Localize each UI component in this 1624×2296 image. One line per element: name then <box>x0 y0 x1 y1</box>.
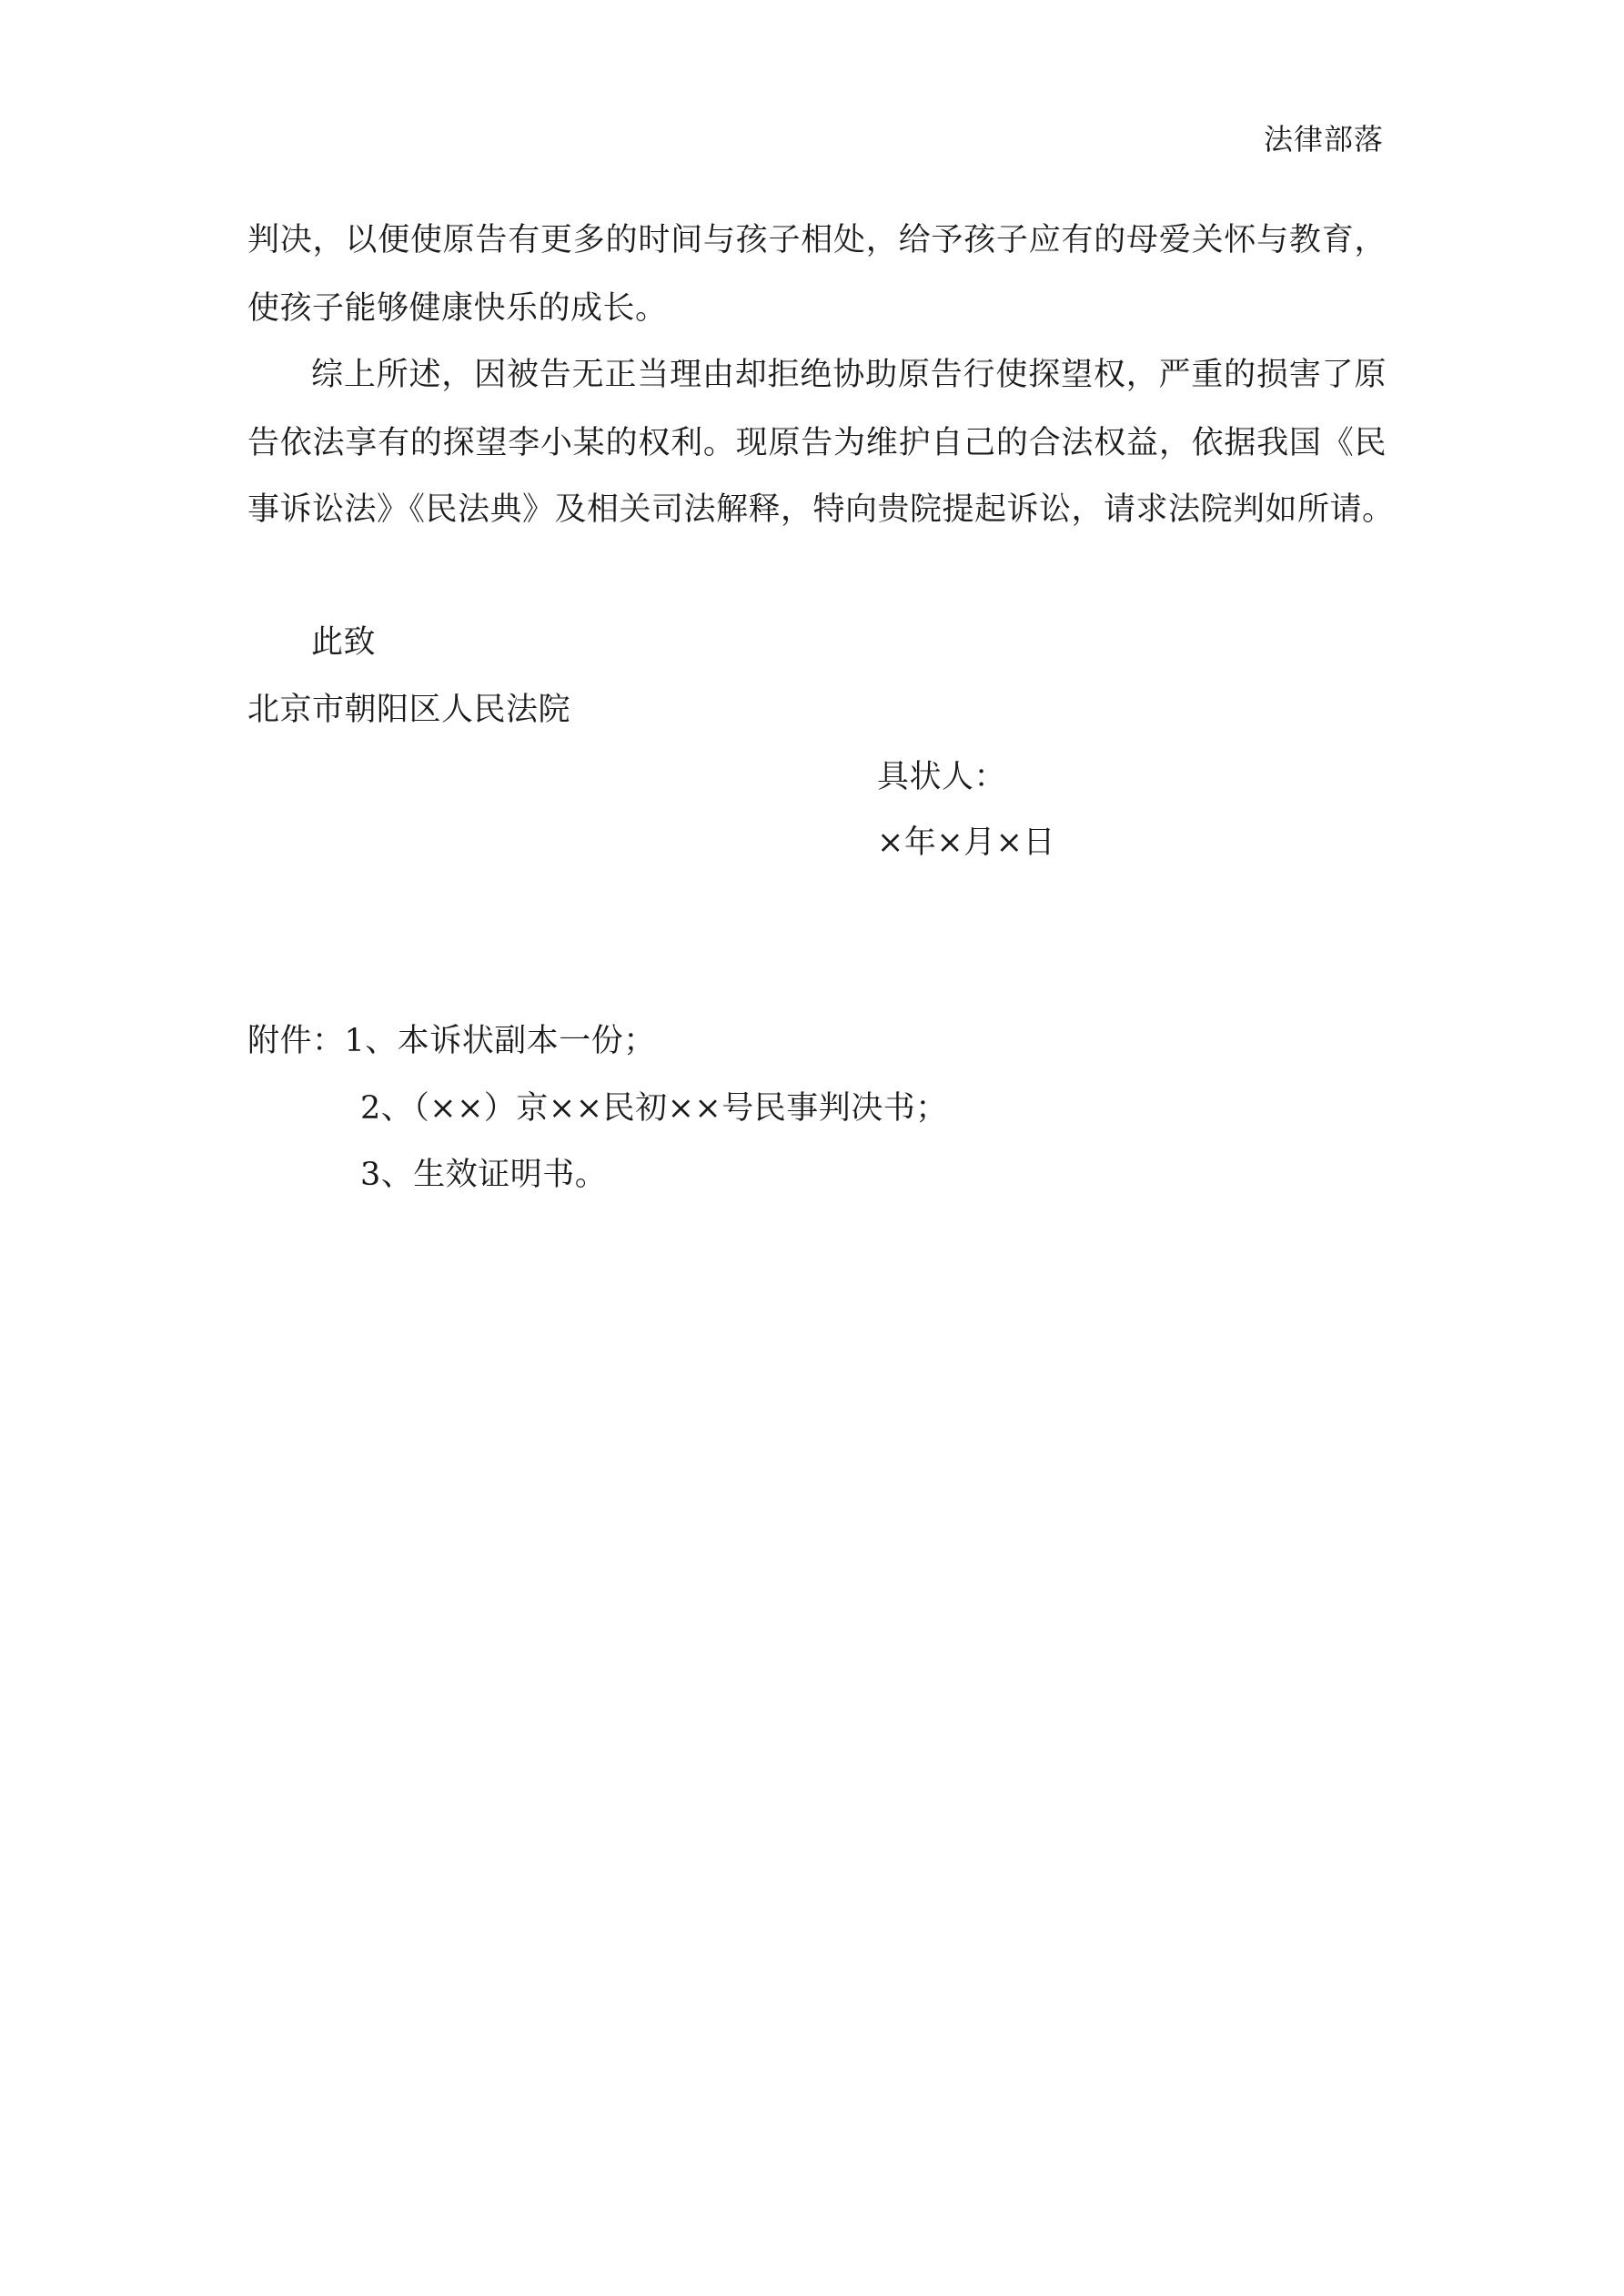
signer-label: 具状人： <box>877 759 1007 795</box>
paragraph-line: 事诉讼法》《民法典》及相关司法解释，特向贵院提起诉讼，请求法院判如所请。 <box>247 491 1395 528</box>
salutation: 此致 <box>311 624 377 661</box>
header-watermark: 法律部落 <box>1263 122 1384 157</box>
attachment-item: 附件：1、本诉状副本一份； <box>247 1023 656 1059</box>
signature-date: ×年×月×日 <box>877 824 1055 861</box>
attachment-item: 2、（××）京××民初××号民事判决书； <box>360 1090 948 1127</box>
paragraph-line: 使孩子能够健康快乐的成长。 <box>247 290 668 327</box>
paragraph-line: 告依法享有的探望李小某的权利。现原告为维护自己的合法权益，依据我国《民 <box>247 425 1387 461</box>
paragraph-line: 判决，以便使原告有更多的时间与孩子相处，给予孩子应有的母爱关怀与教育， <box>247 222 1387 258</box>
court-name: 北京市朝阳区人民法院 <box>247 692 571 728</box>
paragraph-line: 综上所述，因被告无正当理由却拒绝协助原告行使探望权，严重的损害了原 <box>311 357 1387 393</box>
attachment-item: 3、生效证明书。 <box>360 1157 608 1193</box>
